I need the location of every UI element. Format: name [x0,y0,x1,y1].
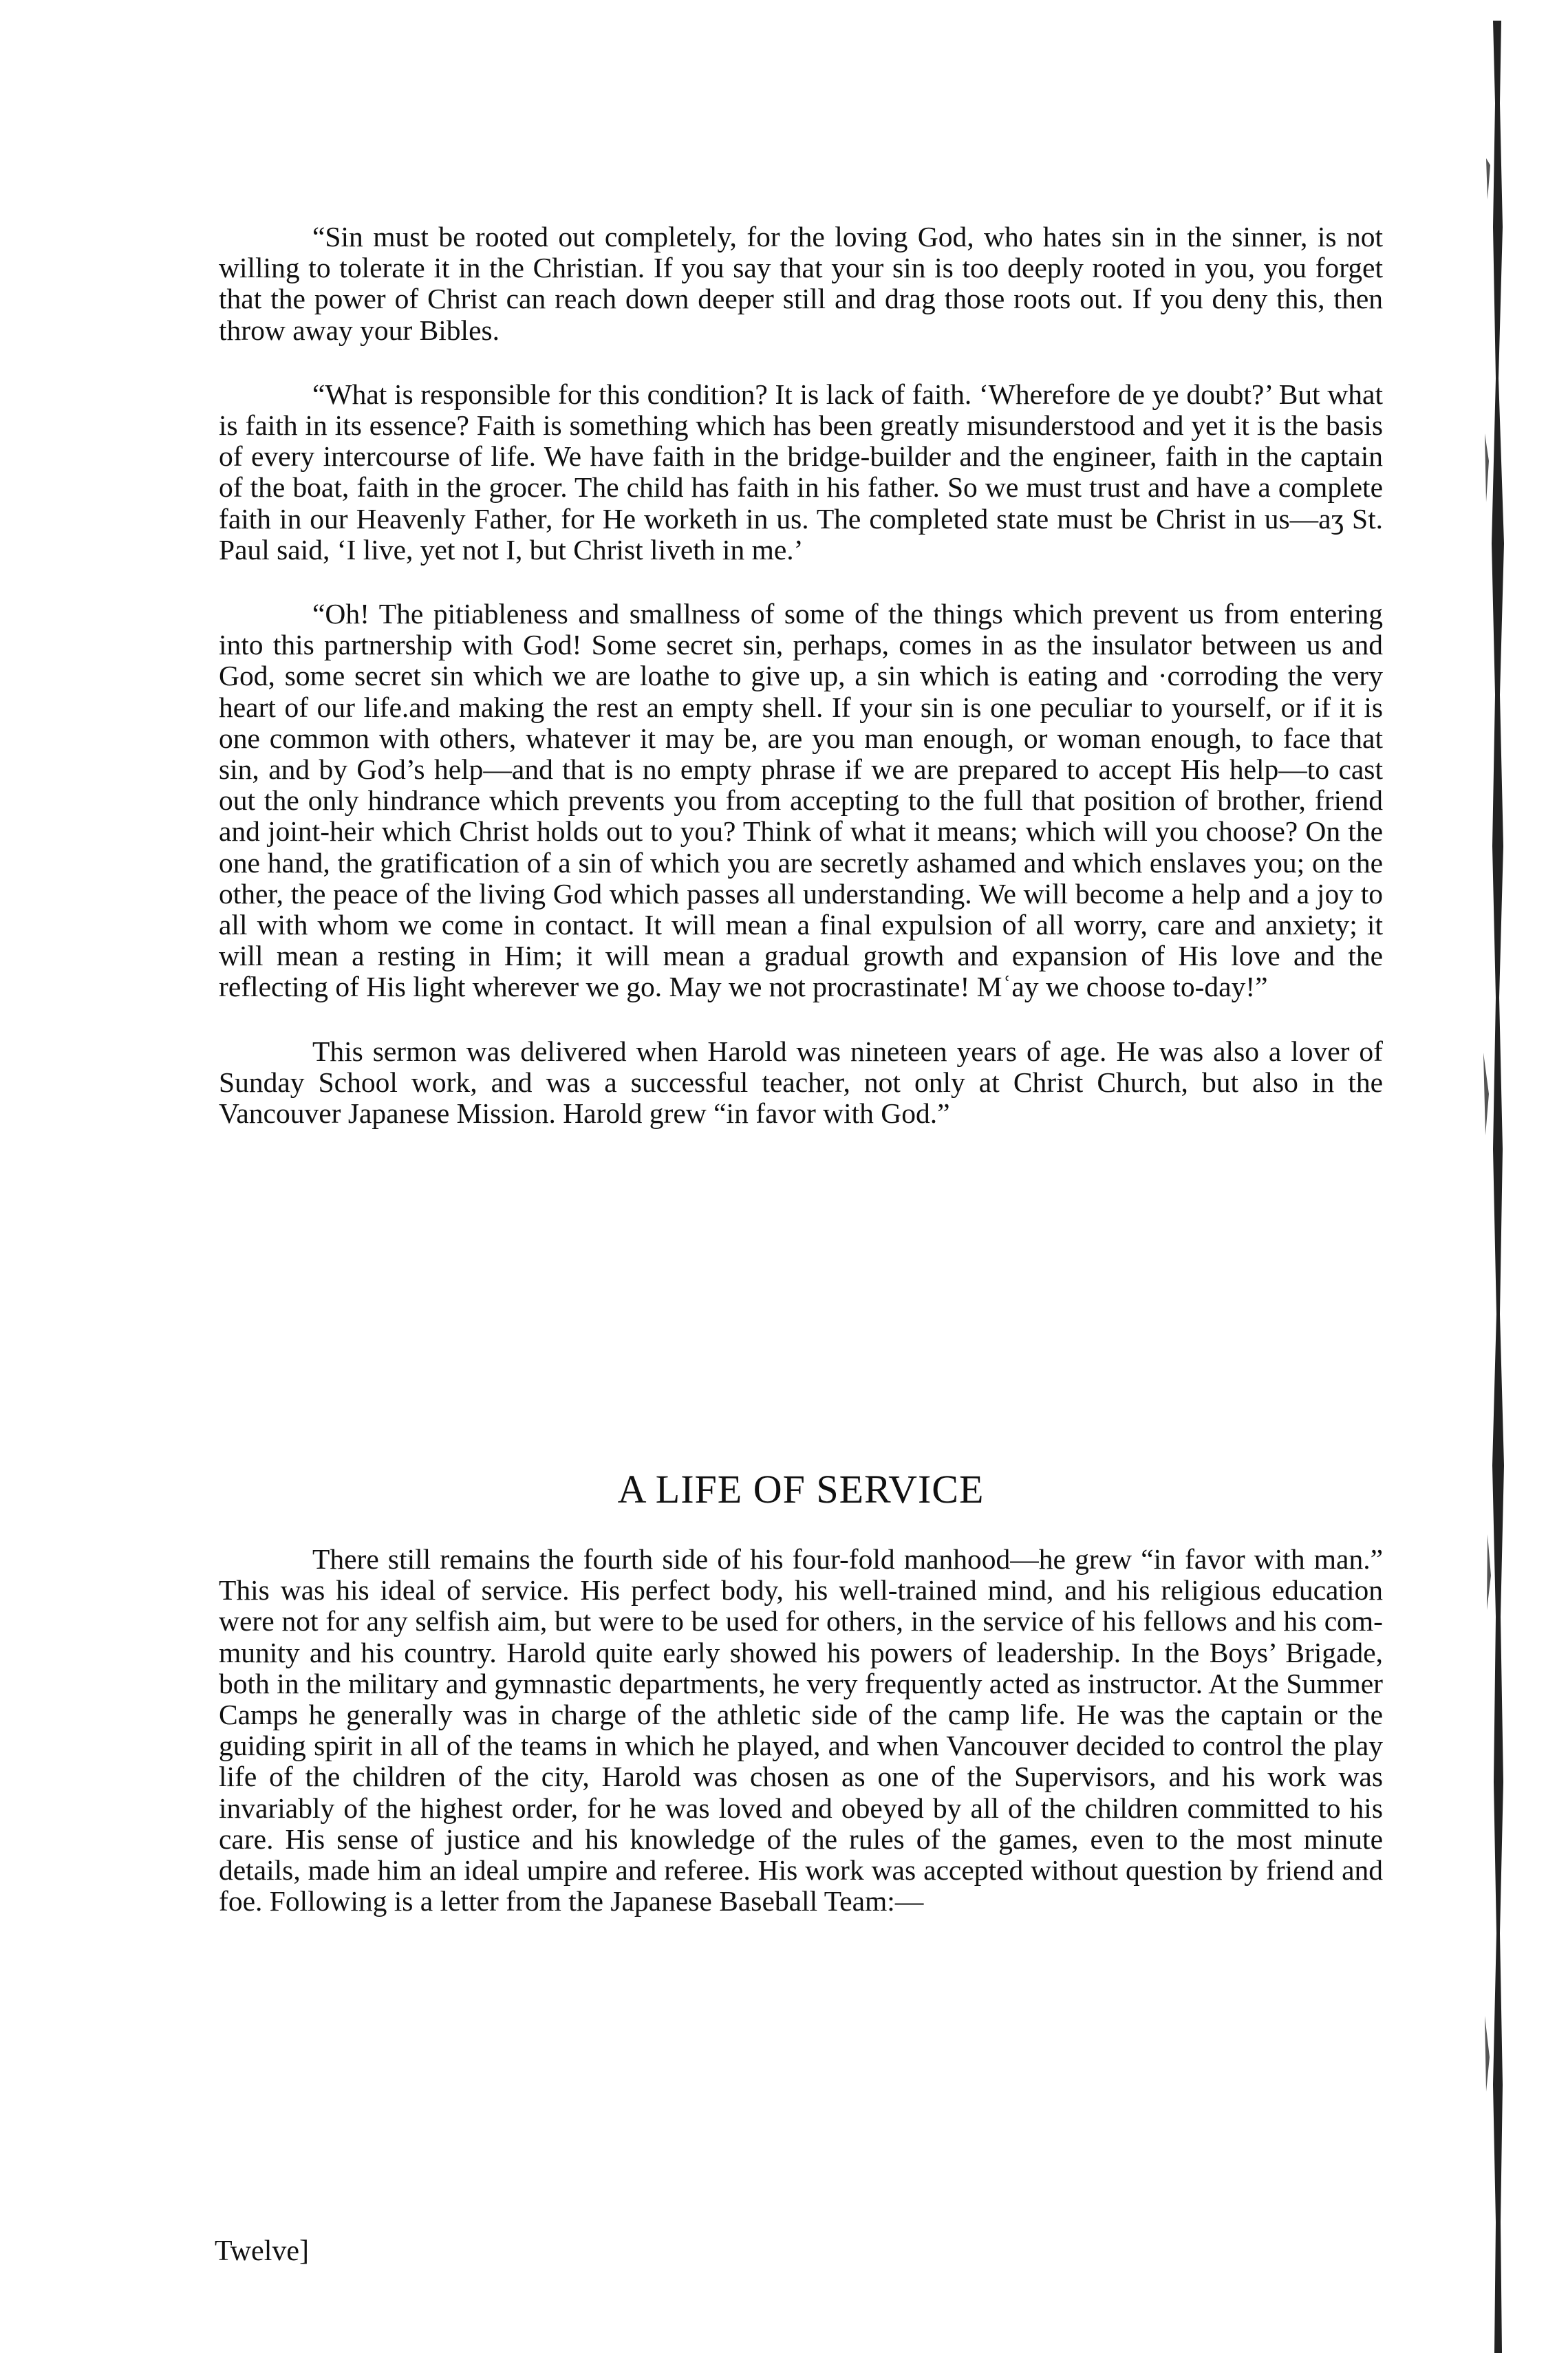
body-text [219,222,1383,1162]
paragraph-pitiableness: “Oh! The pitiableness and smallness of some of the things which prevent us from entering into this partnership with God! Some secret sin, perhaps, comes in as the insulator between us and God, some secret sin which we are loathe to give up, a sin which is eating and ·corroding the very heart of our life.and making the rest an empty shell. If your sin is one peculiar to yourself, or if it is one common with others, whatever it may be, are you man enough, or woman enough, to face that sin, and by God’s help—and that is no empty phrase if we are prepared to accept His help—to cast out the only hindrance which prevents you from accepting to the full that position of brother, friend and joint-heir which Christ holds out to you? Think of what it means; which will you choose? On the one hand, the gratification of a sin of which you are secretly ashamed and which enslaves you; on the other, the peace of the living God which passes all understanding. We will become a help and a joy to all with whom we come in contact. It will mean a final expulsion of all worry, care and anxiety; it will mean a resting in Him; it will mean a gradual growth and expansion of His love and the reflecting of His light wherever we go. May we not procrastinate! Mʿay we choose to-day!” [219,598,1383,1003]
paragraph-lack-of-faith: “What is responsible for this condition? It is lack of faith. ‘Wherefore de ye doubt?’ But what is faith in its essence? Faith is something which has been greatly misunderstood and yet it is the basis of every intercourse of life. We have faith in the bridge-builder and the engineer, faith in the captain of the boat, faith in the grocer. The child has faith in his father. So we must trust and have a complete faith in our Heavenly Father, for He worketh in us. The completed state must be Christ in us—aʒ St. Paul said, ‘I live, yet not I, but Christ liveth in me.’ [219,378,1383,566]
paragraph-sermon-note: This sermon was delivered when Harold was nineteen years of age. He was also a lover of Sunday School work, and was a successful teacher, not only at Christ Church, but also in the Vancouver Japanese Mission. Harold grew “in favor with God.” [219,1035,1383,1130]
section-heading: A LIFE OF SERVICE [617,1467,985,1512]
page-number: Twelve] [215,2235,309,2267]
paragraph-life-of-service: There still remains the fourth side of his four-fold manhood—he grew “in favor with man.” This was his ideal of service. His perfect body, his well-trained mind, and his religious education were not for any selfish aim, but were to be used for others, in the service of his fellows and his community and his country. Harold quite early showed his powers of leadership. In the Boys’ Brigade, both in the military and gymnastic departments, he very frequently acted as instructor. At the Summer Camps he generally was in charge of the athletic side of the camp life. He was the captain or the guiding spirit in all of the teams in which he played, and when Vancouver decided to control the play life of the children of the city, Harold was chosen as one of the Supervisors, and his work was invariably of the highest order, for he was loved and obeyed by all of the children committed to his care. His sense of justice and his knowledge of the rules of the games, even to the most minute details, made him an ideal umpire and referee. His work was accepted without question by friend and foe. Following is a letter from the Japanese Baseball Team:— [219,1543,1383,1917]
paragraph-sin-rooted-out: “Sin must be rooted out completely, for the loving God, who hates sin in the sinner, is not willing to tolerate it in the Christian. If you say that your sin is too deeply rooted in you, you forget that the power of Christ can reach down deeper still and drag those roots out. If you deny this, then throw away your Bibles. [219,221,1383,346]
scanned-binding-edge [1472,21,1514,2353]
